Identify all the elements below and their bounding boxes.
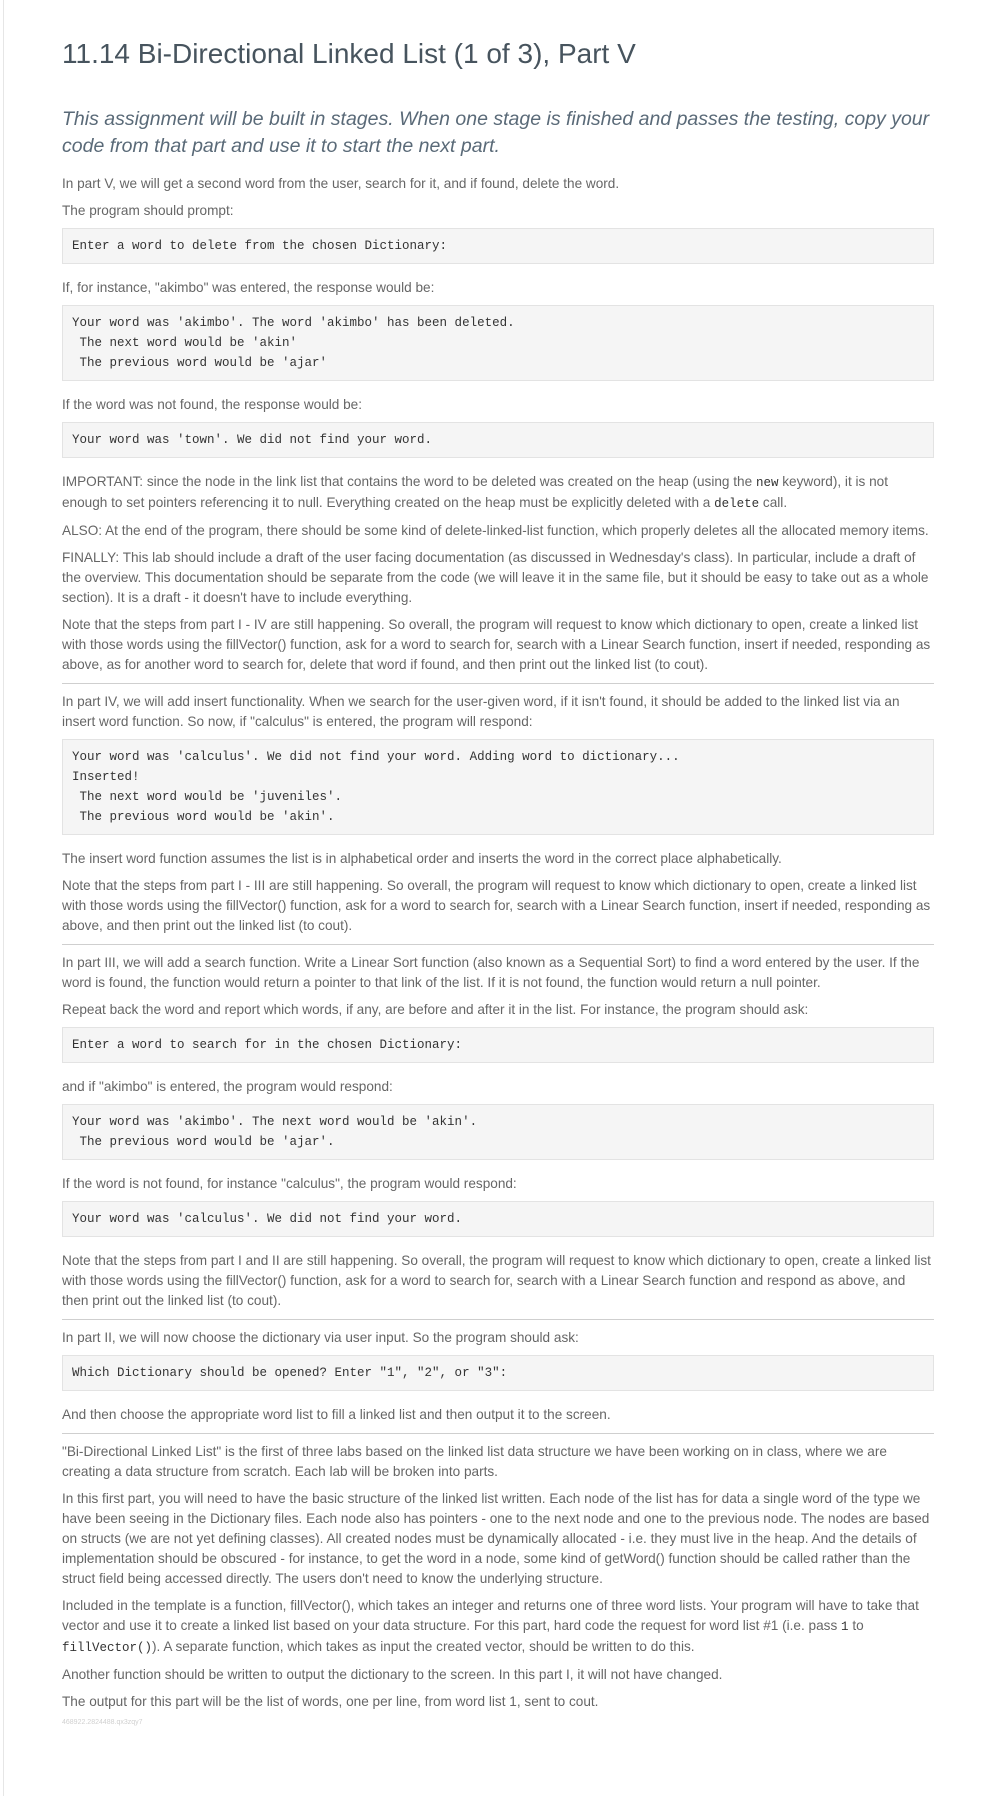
part5-intro: In part V, we will get a second word from the user, search for it, and if found, delete the word. <box>62 176 620 191</box>
delete-keyword: delete <box>714 497 760 511</box>
part-5-section <box>62 174 934 675</box>
part2-prompt-code: Which Dictionary should be opened? Enter "1", "2", or "3": <box>62 1355 934 1391</box>
section-divider <box>62 1433 934 1434</box>
important-text-b: keyword), it is not enough to set pointers referencing it to null. Everything created on the heap must be explicitly deleted with a <box>62 474 888 510</box>
part5-finally: FINALLY: This lab should include a draft of the user facing documentation (as discussed in Wednesday's class). In particular, include a draft of the overview. This documentation should be separate from the code (we will leave it in the same file, but it should be easy to take out as a whole section). It is a draft - it doesn't have to include everything. <box>62 550 929 605</box>
part-3-section <box>62 953 934 1311</box>
fillvector-call: fillVector() <box>62 1641 153 1655</box>
important-text-a: IMPORTANT: since the node in the link list that contains the word to be deleted was created on the heap (using the <box>62 474 756 489</box>
part5-important <box>62 472 934 514</box>
part2-description: And then choose the appropriate word list to fill a linked list and then output it to the screen. <box>62 1407 611 1422</box>
part5-also: ALSO: At the end of the program, there should be some kind of delete-linked-list function, which properly deletes all the allocated memory items. <box>62 523 929 538</box>
part3-example-label: and if "akimbo" is entered, the program would respond: <box>62 1079 393 1094</box>
fillvector-text-a: Included in the template is a function, fillVector(), which takes an integer and returns one of three word lists. Your program will have to take that vector and use it to create a linked list based on your data structure. For this part, hard code the request for word list #1 (i.e. pass <box>62 1598 919 1633</box>
part4-note: Note that the steps from part I - III are still happening. So overall, the program will request to know which dictionary to open, create a linked list with those words using the fillVector() function, ask for a word to search for, search with a Linear Search function, insert if needed, responding as above, and then print out the linked list (to cout). <box>62 878 931 933</box>
part3-intro: In part III, we will add a search function. Write a Linear Sort function (also known as a Sequential Sort) to find a word entered by the user. If the word is found, the function would return a pointer to that link of the list. If it is not found, the function would return a null pointer. <box>62 955 920 990</box>
part5-prompt-label: The program should prompt: <box>62 203 234 218</box>
assignment-intro: This assignment will be built in stages. When one stage is finished and passes the testing, copy your code from that part and use it to start the next part. <box>62 108 930 157</box>
part1-fillvector <box>62 1596 934 1658</box>
part1-output-function: Another function should be written to output the dictionary to the screen. In this part I, it will not have changed. <box>62 1667 723 1682</box>
part5-not-found-label: If the word was not found, the response would be: <box>62 397 363 412</box>
left-border-line <box>3 0 4 1796</box>
page-title: 11.14 Bi-Directional Linked List (1 of 3), Part V <box>62 38 636 69</box>
part3-note: Note that the steps from part I and II are still happening. So overall, the program will request to know which dictionary to open, create a linked list with those words using the fillVector() function, ask for a word to search for, search with a Linear Search function and respond as above, and then print out the linked list (to cout). <box>62 1253 931 1308</box>
part2-intro: In part II, we will now choose the dictionary via user input. So the program should ask: <box>62 1330 579 1345</box>
new-keyword: new <box>755 476 779 490</box>
part4-insert-description: The insert word function assumes the list is in alphabetical order and inserts the word in the correct place alphabetically. <box>62 851 782 866</box>
part-1-section <box>62 1442 934 1712</box>
part5-not-found-code: Your word was 'town'. We did not find your word. <box>62 422 934 458</box>
part1-structure: In this first part, you will need to have the basic structure of the linked list written. Each node of the list has for data a single word of the type we have been seeing in the Dictionary files. Each node also has pointers - one to the next node and one to the previous node. The nodes are based on structs (we are not yet defining classes). All created nodes must be dynamically allocated - i.e. they must live in the heap. And the details of implementation should be obscured - for instance, to get the word in a node, some kind of getWord() function should be called rather than the struct field being accessed directly. The users don't need to know the underlying structure. <box>62 1491 930 1586</box>
part-4-section <box>62 692 934 936</box>
fillvector-text-c: ). A separate function, which takes as input the created vector, should be written to do this. <box>152 1639 695 1654</box>
part3-not-found-code: Your word was 'calculus'. We did not find your word. <box>62 1201 934 1237</box>
lab-instructions <box>62 30 934 1727</box>
part3-prompt-code: Enter a word to search for in the chosen Dictionary: <box>62 1027 934 1063</box>
important-text-c: call. <box>759 495 788 510</box>
part5-response-code: Your word was 'akimbo'. The word 'akimbo' has been deleted. The next word would be 'akin' The previous word would be 'ajar' <box>62 305 934 381</box>
part5-prompt-code: Enter a word to delete from the chosen Dictionary: <box>62 228 934 264</box>
part1-overview: "Bi-Directional Linked List" is the first of three labs based on the linked list data structure we have been working on in class, where we are creating a data structure from scratch. Each lab will be broken into parts. <box>62 1444 887 1479</box>
word-list-number: 1 <box>841 1620 849 1634</box>
part4-intro: In part IV, we will add insert functionality. When we search for the user-given word, if it isn't found, it should be added to the linked list via an insert word function. So now, if "calculus" is entered, the program will respond: <box>62 694 900 729</box>
part5-note: Note that the steps from part I - IV are still happening. So overall, the program will request to know which dictionary to open, create a linked list with those words using the fillVector() function, ask for a word to search for, search with a Linear Search function, insert if needed, responding as above, as for another word to search for, delete that word if found, and then print out the linked list (to cout). <box>62 617 931 672</box>
section-divider <box>62 683 934 684</box>
part-2-section <box>62 1328 934 1425</box>
part5-example-label: If, for instance, "akimbo" was entered, the response would be: <box>62 280 435 295</box>
fillvector-text-b: to <box>848 1618 864 1633</box>
section-divider <box>62 1319 934 1320</box>
part3-found-code: Your word was 'akimbo'. The next word would be 'akin'. The previous word would be 'ajar'. <box>62 1104 934 1160</box>
part3-repeat-back: Repeat back the word and report which words, if any, are before and after it in the list. For instance, the program should ask: <box>62 1002 809 1017</box>
part4-response-code: Your word was 'calculus'. We did not find your word. Adding word to dictionary... Inserted! The next word would be 'juveniles'. The previous word would be 'akin'. <box>62 739 934 835</box>
section-divider <box>62 944 934 945</box>
footer-identifier: 468922.2824488.qx3zqy7 <box>62 1719 143 1726</box>
part3-not-found-label: If the word is not found, for instance "calculus", the program would respond: <box>62 1176 517 1191</box>
part1-output-description: The output for this part will be the list of words, one per line, from word list 1, sent to cout. <box>62 1694 599 1709</box>
